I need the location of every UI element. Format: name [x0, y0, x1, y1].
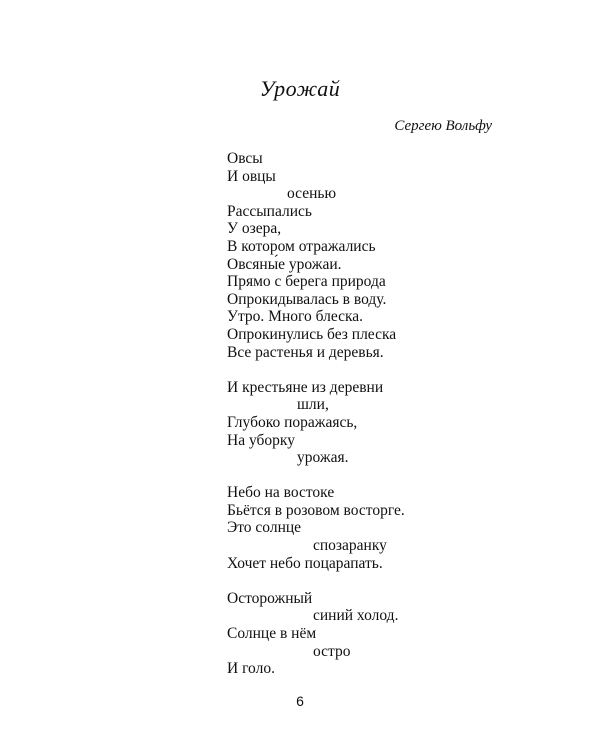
- poem-line: И голо.: [227, 660, 275, 678]
- poem-line: урожая.: [297, 449, 349, 467]
- poem-line: На уборку: [227, 431, 295, 449]
- poem-line: Это солнце: [227, 519, 302, 537]
- stanza-1: [227, 150, 567, 361]
- poem-line: спозаранку: [313, 537, 387, 555]
- stanza-2: [227, 379, 567, 467]
- poem-body: [227, 150, 567, 695]
- stanza-3: [227, 484, 567, 572]
- poem-line: синий холод.: [313, 607, 399, 625]
- poem-line: Солнце в нём: [227, 625, 317, 643]
- poem-line: В котором отражались: [227, 237, 376, 255]
- dedication: Сергею Вольфу: [394, 118, 492, 134]
- poem-line: Рассыпались: [227, 202, 312, 220]
- poem-line: Прямо с берега природа: [227, 273, 386, 291]
- poem-line: Бьётся в розовом восторге.: [227, 501, 405, 519]
- poem-line: Опрокидывалась в воду.: [227, 290, 387, 308]
- poem-line: Опрокинулись без плеска: [227, 325, 397, 343]
- poem-line: осенью: [287, 185, 337, 203]
- poem-line: У озера,: [227, 220, 282, 238]
- poem-line: И овцы: [227, 167, 276, 185]
- stanza-4: [227, 590, 567, 678]
- poem-line: Хочет небо поцарапать.: [227, 554, 383, 572]
- poem-line: шли,: [297, 396, 329, 414]
- poem-line: Глубоко поражаясь,: [227, 413, 358, 431]
- poem-line: Осторожный: [227, 589, 313, 607]
- poem-title: Урожай: [259, 76, 341, 101]
- poem-line: Овсы: [227, 150, 263, 167]
- page-number: 6: [296, 693, 304, 709]
- poem-line: остро: [313, 642, 351, 660]
- poem-line: Овсяны́е урожаи.: [227, 255, 342, 273]
- poem-line: И крестьяне из деревни: [227, 378, 384, 396]
- poem-line: Утро. Много блеска.: [227, 308, 364, 326]
- poem-line: Небо на востоке: [227, 484, 335, 502]
- poem-line: Все растенья и деревья.: [227, 343, 384, 361]
